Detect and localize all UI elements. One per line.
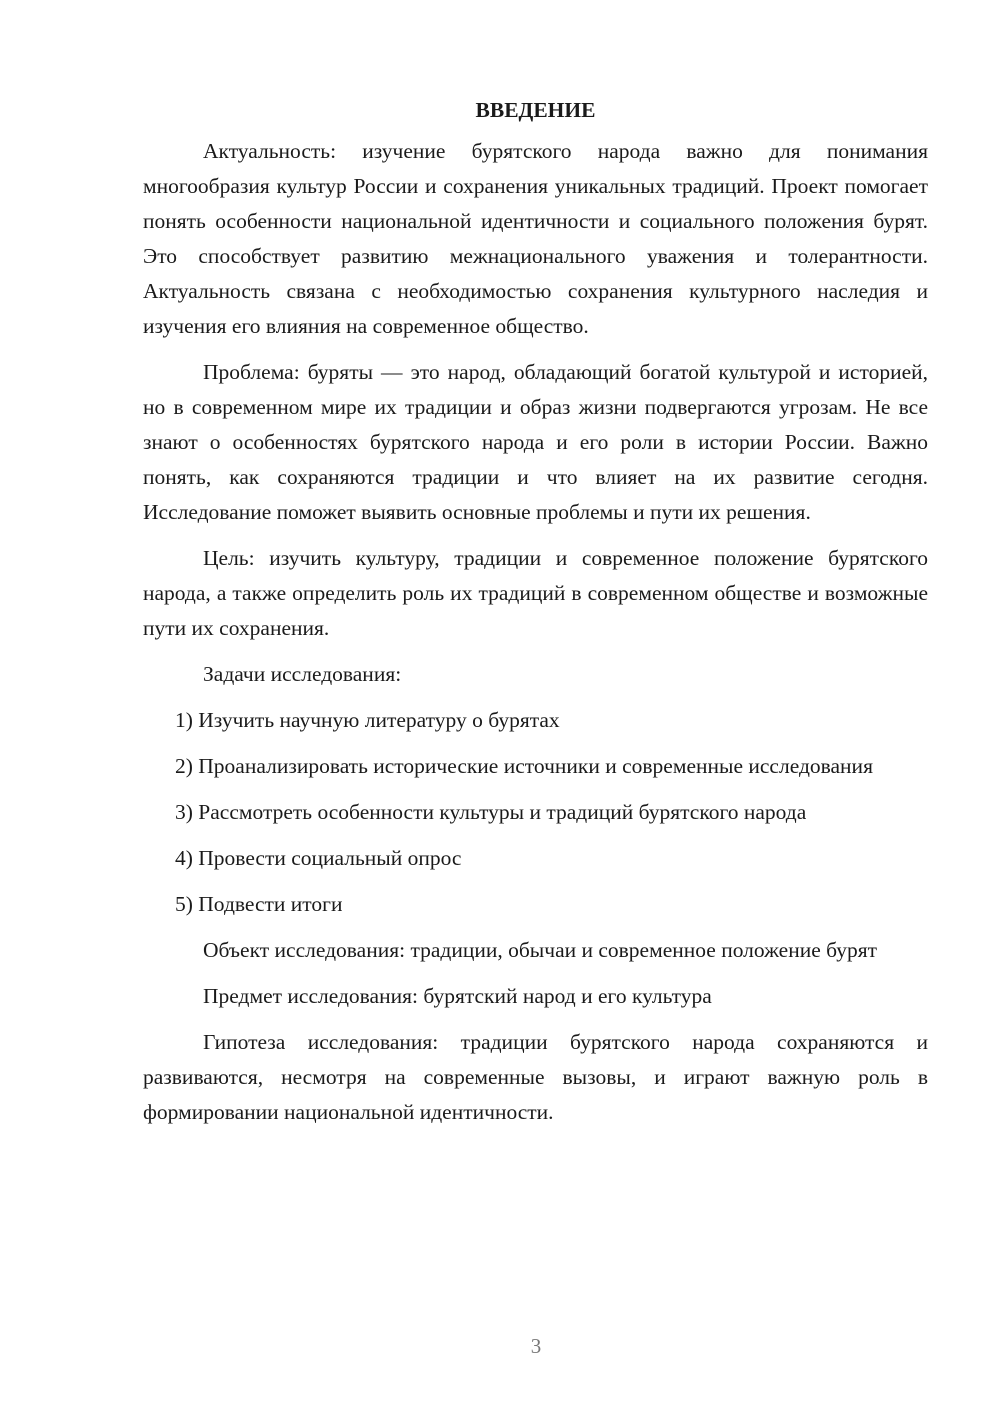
task-item-2: 2) Проанализировать исторические источники и современные исследования (175, 754, 873, 778)
task-item-5: 5) Подвести итоги (175, 892, 343, 916)
page-number: 3 (530, 1334, 542, 1358)
paragraph-relevance: Актуальность: изучение бурятского народа важно для понимания многообразия культур России и сохранения уникальных традиций. Проект помогает понять особенности национальной идентичности и социального положения бурят. Это способствует развитию межнационального уважения и толерантности. Актуальность связана с необходимостью сохранения культурного наследия и изучения его влияния на современное общество. (143, 139, 928, 338)
paragraph-subject: Предмет исследования: бурятский народ и его культура (203, 984, 712, 1008)
tasks-heading: Задачи исследования: (203, 662, 402, 686)
document-body (143, 93, 928, 1141)
task-item-1: 1) Изучить научную литературу о бурятах (175, 708, 560, 732)
page-title: ВВЕДЕНИЕ (475, 98, 596, 122)
paragraph-object: Объект исследования: традиции, обычаи и современное положение бурят (203, 938, 878, 962)
task-item-3: 3) Рассмотреть особенности культуры и традиций бурятского народа (175, 800, 807, 824)
paragraph-hypothesis: Гипотеза исследования: традиции бурятского народа сохраняются и развиваются, несмотря на современные вызовы, и играют важную роль в формировании национальной идентичности. (143, 1030, 928, 1124)
paragraph-problem: Проблема: буряты — это народ, обладающий богатой культурой и историей, но в современном мире их традиции и образ жизни подвергаются угрозам. Не все знают о особенностях бурятского народа и его роли в истории России. Важно понять, как сохраняются традиции и что влияет на их развитие сегодня. Исследование поможет выявить основные проблемы и пути их решения. (143, 360, 928, 524)
task-item-4: 4) Провести социальный опрос (175, 846, 462, 870)
paragraph-goal: Цель: изучить культуру, традиции и современное положение бурятского народа, а также определить роль их традиций в современном обществе и возможные пути их сохранения. (143, 546, 928, 640)
